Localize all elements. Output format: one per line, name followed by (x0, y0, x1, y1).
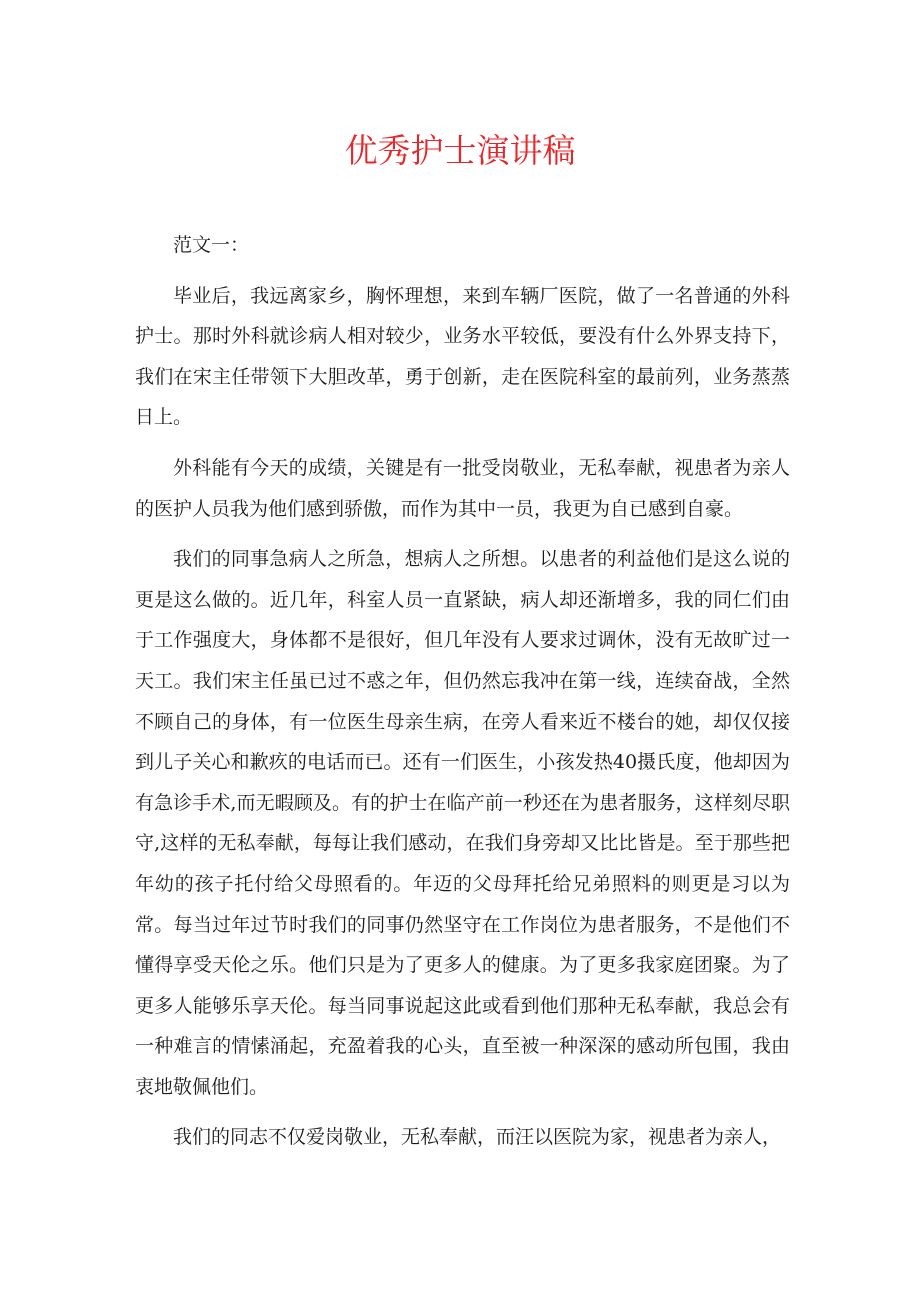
document-body (135, 225, 790, 1168)
paragraph-2: 外科能有今天的成绩，关键是有一批受岗敬业，无私奉献，视患者为亲人的医护人员我为他们感到骄傲，而作为其中一员，我更为自已感到自豪。 (135, 456, 790, 520)
section-label: 范文一： (173, 234, 250, 256)
paragraph-3: 我们的同事急病人之所急，想病人之所想。以患者的利益他们是这么说的更是这么做的。近几年，科室人员一直紧缺，病人却还渐增多，我的同仁们由于工作强度大，身体都不是很好，但几年没有人要求过调休，没有无故旷过一天工。我们宋主任虽已过不惑之年，但仍然忘我冲在第一线，连续奋战，全然不顾自己的身体，有一位医生母亲生病，在旁人看来近不楼台的她，却仅仅接到儿子关心和歉疚的电话而已。还有一们医生，小孩发热40摄氏度，他却因为有急诊手术,而无暇顾及。有的护士在临产前一秒还在为患者服务，这样刻尽职守,这样的无私奉献，每每让我们感动，在我们身旁却又比比皆是。至于那些把年幼的孩子托付给父母照看的。年迈的父母拜托给兄弟照料的则更是习以为常。每当过年过节时我们的同事仍然坚守在工作岗位为患者服务，不是他们不懂得享受天伦之乐。他们只是为了更多人的健康。为了更多我家庭团聚。为了更多人能够乐享天伦。每当同事说起这此或看到他们那种无私奉献，我总会有一种难言的情愫涌起，充盈着我的心头，直至被一种深深的感动所包围，我由衷地敬佩他们。 (135, 548, 790, 1098)
document-title: 优秀护士演讲稿 (344, 131, 576, 170)
paragraph-1: 毕业后，我远离家乡，胸怀理想，来到车辆厂医院，做了一名普通的外科护士。那时外科就诊病人相对较少，业务水平较低，要没有什么外界支持下，我们在宋主任带领下大胆改革，勇于创新，走在医院科室的最前列，业务蒸蒸日上。 (135, 284, 790, 429)
paragraph-4: 我们的同志不仅爱岗敬业，无私奉献，而汪以医院为家，视患者为亲人， (173, 1126, 782, 1149)
